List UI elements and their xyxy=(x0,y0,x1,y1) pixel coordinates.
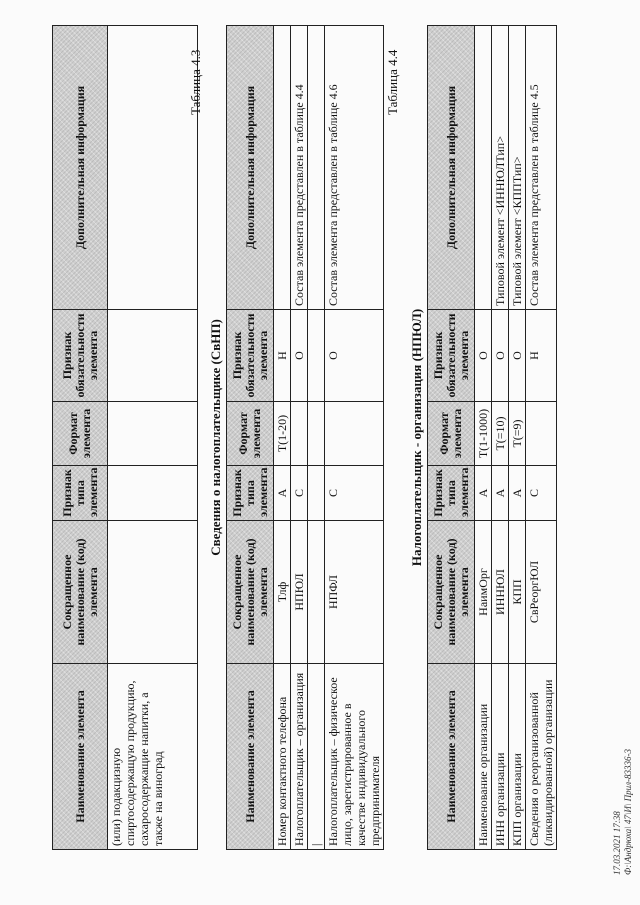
cell-format xyxy=(291,402,308,466)
cell-type: А xyxy=(509,466,526,521)
cell-short-name xyxy=(308,521,325,664)
table-4-4 xyxy=(427,25,557,850)
table-4-4-caption: Таблица 4.4 xyxy=(385,49,400,115)
cell-format: T(=9) xyxy=(509,402,526,466)
table-row xyxy=(526,26,557,850)
cell-format xyxy=(308,402,325,466)
cell-short-name: НаимОрг xyxy=(475,521,492,664)
header-mandatory: Признак обязательности элемента xyxy=(53,310,108,402)
cell-info: Типовой элемент <КППТип> xyxy=(509,26,526,310)
cell-info: Состав элемента представлен в таблице 4.6 xyxy=(325,26,384,310)
header-info: Дополнительная информация xyxy=(227,26,274,310)
cell-type: С xyxy=(291,466,308,521)
header-name: Наименование элемента xyxy=(53,664,108,850)
cell-name: Номер контактного телефона xyxy=(274,664,291,850)
cell-name: (или) подакцизную спиртосодержащую продукцию, сахаросодержащие напитки, а также на виноград xyxy=(108,664,198,850)
header-short-name: Сокращенное наименование (код) элемента xyxy=(227,521,274,664)
cell-short-name: НПЮЛ xyxy=(291,521,308,664)
table-row xyxy=(308,26,325,850)
cell-name: Сведения о реорганизованной (ликвидированной) организации xyxy=(526,664,557,850)
header-short-name: Сокращенное наименование (код) элемента xyxy=(428,521,475,664)
cell-info: Состав элемента представлен в таблице 4.4 xyxy=(291,26,308,310)
table-row xyxy=(274,26,291,850)
table-row xyxy=(325,26,384,850)
cell-mandatory xyxy=(108,310,198,402)
header-mandatory: Признак обязательности элемента xyxy=(428,310,475,402)
cell-type: А xyxy=(475,466,492,521)
cell-format: T(1-1000) xyxy=(475,402,492,466)
table-4-3 xyxy=(226,25,384,850)
cell-name: ИНН организации xyxy=(492,664,509,850)
table-4-3-caption: Таблица 4.3 xyxy=(188,49,203,115)
table-4-4-title: Налогоплательщик - организация (НПЮЛ) xyxy=(409,308,424,567)
header-name: Наименование элемента xyxy=(428,664,475,850)
table-row xyxy=(492,26,509,850)
cell-short-name: СвРеоргЮЛ xyxy=(526,521,557,664)
cell-short-name: ИННЮЛ xyxy=(492,521,509,664)
header-type: Признак типа элемента xyxy=(227,466,274,521)
cell-type: А xyxy=(274,466,291,521)
header-type: Признак типа элемента xyxy=(428,466,475,521)
cell-type: С xyxy=(325,466,384,521)
cell-format: T(=10) xyxy=(492,402,509,466)
cell-mandatory: О xyxy=(475,310,492,402)
cell-mandatory: О xyxy=(492,310,509,402)
cell-name: Налогоплательщик – организация xyxy=(291,664,308,850)
cell-format xyxy=(108,402,198,466)
table-row xyxy=(509,26,526,850)
header-mandatory: Признак обязательности элемента xyxy=(227,310,274,402)
cell-info: Типовой элемент <ИННЮЛТип> xyxy=(492,26,509,310)
table-row xyxy=(291,26,308,850)
file-stamp xyxy=(612,749,634,875)
cell-short-name xyxy=(108,521,198,664)
cell-info xyxy=(108,26,198,310)
table-4-3-title: Сведения о налогоплательщике (СвНП) xyxy=(208,319,223,556)
cell-short-name: КПП xyxy=(509,521,526,664)
cell-name: КПП организации xyxy=(509,664,526,850)
cell-type xyxy=(308,466,325,521)
cell-mandatory xyxy=(308,310,325,402)
cell-format: T(1-20) xyxy=(274,402,291,466)
cell-type xyxy=(108,466,198,521)
cell-format xyxy=(325,402,384,466)
cell-mandatory: Н xyxy=(526,310,557,402)
cell-mandatory: О xyxy=(509,310,526,402)
table-continuation xyxy=(52,25,198,850)
header-type: Признак типа элемента xyxy=(53,466,108,521)
table-row xyxy=(475,26,492,850)
stamp-path: Ф:\Андрюха\ 47\И\ Прил-83336-3 xyxy=(623,748,633,875)
cell-name: Налогоплательщик – физическое лицо, зарегистрированное в качестве индивидуального предпринимателя xyxy=(325,664,384,850)
table-row xyxy=(108,26,198,850)
stamp-date: 17.03.2021 17:38 xyxy=(612,811,622,875)
cell-format xyxy=(526,402,557,466)
cell-name: | xyxy=(308,664,325,850)
header-format: Формат элемента xyxy=(428,402,475,466)
cell-mandatory: Н xyxy=(274,310,291,402)
cell-name: Наименование организации xyxy=(475,664,492,850)
cell-info xyxy=(308,26,325,310)
cell-mandatory: О xyxy=(325,310,384,402)
cell-type: А xyxy=(492,466,509,521)
cell-info: Состав элемента представлен в таблице 4.5 xyxy=(526,26,557,310)
cell-short-name: НПФЛ xyxy=(325,521,384,664)
header-format: Формат элемента xyxy=(227,402,274,466)
cell-info xyxy=(475,26,492,310)
header-name: Наименование элемента xyxy=(227,664,274,850)
header-format: Формат элемента xyxy=(53,402,108,466)
header-short-name: Сокращенное наименование (код) элемента xyxy=(53,521,108,664)
cell-type: С xyxy=(526,466,557,521)
header-info: Дополнительная информация xyxy=(428,26,475,310)
cell-short-name: Тлф xyxy=(274,521,291,664)
cell-info xyxy=(274,26,291,310)
cell-mandatory: О xyxy=(291,310,308,402)
header-info: Дополнительная информация xyxy=(53,26,108,310)
